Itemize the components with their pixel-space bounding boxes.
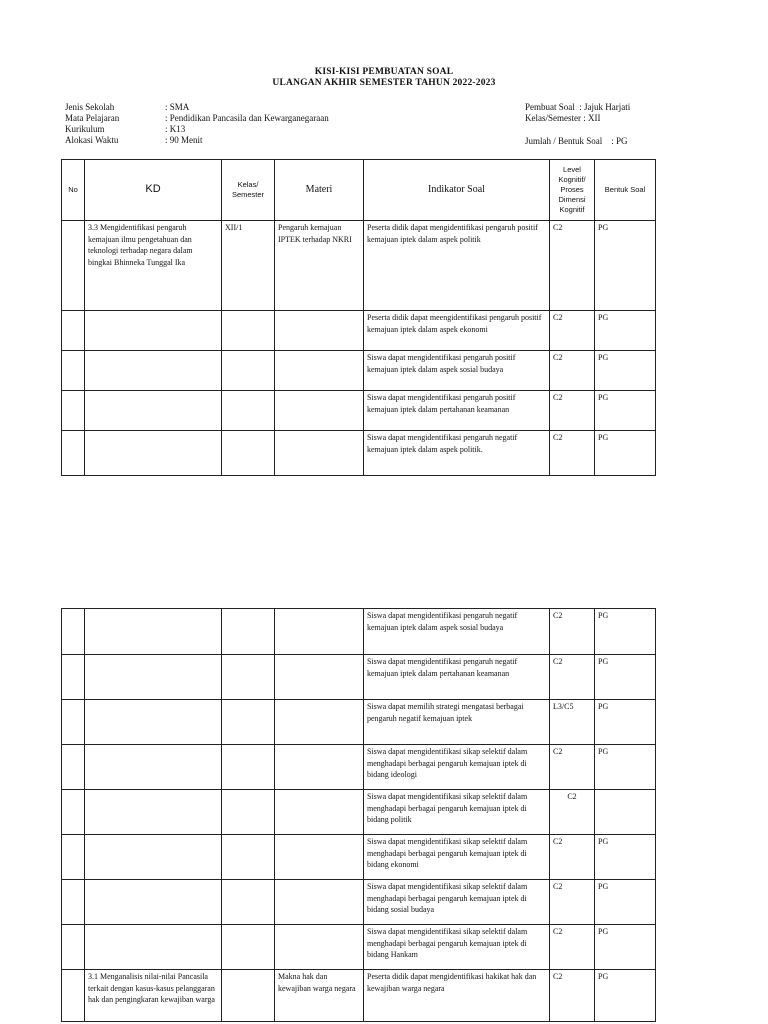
meta-left <box>65 102 329 146</box>
header-bentuk-soal: Bentuk Soal <box>595 160 656 221</box>
table-row <box>62 311 656 351</box>
header-indikator-soal: Indikator Soal <box>364 160 550 221</box>
header-materi: Materi <box>275 160 364 221</box>
table-row <box>62 221 656 311</box>
meta-jumlah-bentuk-soal: Jumlah / Bentuk Soal : PG <box>525 136 628 146</box>
cell-kd <box>85 351 222 391</box>
cell-level: C2 <box>550 391 595 431</box>
cell-kelas <box>222 391 275 431</box>
cell-bentuk: PG <box>595 745 656 790</box>
cell-kd <box>85 431 222 476</box>
cell-indikator: Siswa dapat mengidentifikasi sikap selektif dalam menghadapi berbagai pengaruh kemajuan iptek di bidang Hankam <box>364 925 550 970</box>
cell-indikator: Siswa dapat mengidentifikasi sikap selektif dalam menghadapi berbagai pengaruh kemajuan iptek di bidang sosial budaya <box>364 880 550 925</box>
cell-indikator: Siswa dapat mengidentifikasi sikap selektif dalam menghadapi berbagai pengaruh kemajuan iptek di bidang ekonomi <box>364 835 550 880</box>
cell-kelas <box>222 351 275 391</box>
cell-bentuk <box>595 790 656 835</box>
cell-materi <box>275 790 364 835</box>
cell-level: C2 <box>550 351 595 391</box>
cell-kd: 3.3 Mengidentifikasi pengaruh kemajuan ilmu pengetahuan dan teknologi terhadap negara dalam bingkai Bhinneka Tunggal Ika <box>85 221 222 311</box>
cell-materi <box>275 655 364 700</box>
cell-level: C2 <box>550 311 595 351</box>
cell-bentuk: PG <box>595 351 656 391</box>
cell-kd <box>85 700 222 745</box>
cell-kd <box>85 391 222 431</box>
cell-no <box>62 745 85 790</box>
table-row <box>62 970 656 1022</box>
cell-materi <box>275 391 364 431</box>
cell-materi <box>275 351 364 391</box>
meta-right <box>525 102 630 124</box>
cell-no <box>62 880 85 925</box>
cell-indikator: Siswa dapat mengidentifikasi sikap selektif dalam menghadapi berbagai pengaruh kemajuan iptek di bidang politik <box>364 790 550 835</box>
cell-indikator: Peserta didik dapat mengidentifikasi pengaruh positif kemajuan iptek dalam aspek politik <box>364 221 550 311</box>
cell-kelas <box>222 835 275 880</box>
cell-indikator: Siswa dapat mengidentifikasi pengaruh negatif kemajuan iptek dalam pertahanan keamanan <box>364 655 550 700</box>
cell-indikator: Siswa dapat mengidentifikasi sikap selektif dalam menghadapi berbagai pengaruh kemajuan iptek di bidang ideologi <box>364 745 550 790</box>
cell-kd <box>85 745 222 790</box>
cell-bentuk: PG <box>595 431 656 476</box>
cell-kd <box>85 925 222 970</box>
cell-indikator: Siswa dapat mengidentifikasi pengaruh negatif kemajuan iptek dalam aspek politik. <box>364 431 550 476</box>
cell-no <box>62 431 85 476</box>
header-kelas-semester: Kelas/ Semester <box>222 160 275 221</box>
cell-level: C2 <box>550 925 595 970</box>
header-level-kognitif: Level Kognitif/ Proses Dimensi Kognitif <box>550 160 595 221</box>
cell-no <box>62 609 85 655</box>
cell-level: C2 <box>550 880 595 925</box>
cell-materi <box>275 925 364 970</box>
cell-no <box>62 835 85 880</box>
cell-kd <box>85 835 222 880</box>
meta-mata-pelajaran: Mata Pelajaran : Pendidikan Pancasila dan Kewarganegaraan <box>65 113 329 123</box>
cell-no <box>62 311 85 351</box>
cell-no <box>62 221 85 311</box>
cell-kelas <box>222 700 275 745</box>
cell-level: C2 <box>550 609 595 655</box>
cell-level: L3/C5 <box>550 700 595 745</box>
cell-kd <box>85 609 222 655</box>
cell-bentuk: PG <box>595 925 656 970</box>
cell-indikator: Siswa dapat mengidentifikasi pengaruh negatif kemajuan iptek dalam aspek sosial budaya <box>364 609 550 655</box>
cell-materi <box>275 700 364 745</box>
kisi-kisi-table-page2 <box>61 608 656 1022</box>
meta-kelas-semester: Kelas/Semester : XII <box>525 113 601 123</box>
cell-bentuk: PG <box>595 655 656 700</box>
cell-level: C2 <box>550 970 595 1022</box>
cell-level: C2 <box>550 745 595 790</box>
cell-bentuk: PG <box>595 880 656 925</box>
cell-materi <box>275 880 364 925</box>
cell-kelas <box>222 745 275 790</box>
cell-materi <box>275 431 364 476</box>
table-row <box>62 700 656 745</box>
cell-kd <box>85 880 222 925</box>
meta-alokasi-waktu: Alokasi Waktu : 90 Menit <box>65 135 203 145</box>
cell-indikator: Peserta didik dapat mengidentifikasi hakikat hak dan kewajiban warga negara <box>364 970 550 1022</box>
cell-kd <box>85 790 222 835</box>
cell-materi <box>275 311 364 351</box>
cell-materi: Pengaruh kemajuan IPTEK terhadap NKRI <box>275 221 364 311</box>
cell-indikator: Siswa dapat mengidentifikasi pengaruh positif kemajuan iptek dalam pertahanan keamanan <box>364 391 550 431</box>
cell-kd <box>85 655 222 700</box>
table-row <box>62 880 656 925</box>
cell-kelas: XII/1 <box>222 221 275 311</box>
table-row <box>62 391 656 431</box>
table-row <box>62 925 656 970</box>
cell-level: C2 <box>550 655 595 700</box>
cell-kd: 3.1 Menganalisis nilai-nilai Pancasila terkait dengan kasus-kasus pelanggaran hak dan pengingkaran kewajiban warga <box>85 970 222 1022</box>
document-title: KISI-KISI PEMBUATAN SOAL <box>314 67 454 77</box>
meta-pembuat-soal: Pembuat Soal : Jajuk Harjati <box>525 102 631 112</box>
cell-bentuk: PG <box>595 391 656 431</box>
header-no: No <box>62 160 85 221</box>
cell-bentuk: PG <box>595 700 656 745</box>
cell-no <box>62 391 85 431</box>
cell-indikator: Peserta didik dapat meengidentifikasi pengaruh positif kemajuan iptek dalam aspek ekonomi <box>364 311 550 351</box>
meta-jenis-sekolah: Jenis Sekolah : SMA <box>65 102 190 112</box>
cell-kelas <box>222 431 275 476</box>
cell-kelas <box>222 790 275 835</box>
cell-materi <box>275 745 364 790</box>
cell-no <box>62 700 85 745</box>
cell-kelas <box>222 880 275 925</box>
cell-level: C2 <box>550 790 595 835</box>
table-row <box>62 431 656 476</box>
table-row <box>62 655 656 700</box>
cell-no <box>62 351 85 391</box>
cell-level: C2 <box>550 431 595 476</box>
cell-indikator: Siswa dapat mengidentifikasi pengaruh positif kemajuan iptek dalam aspek sosial budaya <box>364 351 550 391</box>
cell-kelas <box>222 655 275 700</box>
cell-level: C2 <box>550 835 595 880</box>
cell-bentuk: PG <box>595 311 656 351</box>
cell-no <box>62 655 85 700</box>
cell-materi: Makna hak dan kewajiban warga negara <box>275 970 364 1022</box>
cell-bentuk: PG <box>595 609 656 655</box>
table-row <box>62 790 656 835</box>
cell-kelas <box>222 970 275 1022</box>
meta-kurikulum: Kurikulum : K13 <box>65 124 186 134</box>
kisi-kisi-table-page1 <box>61 159 656 476</box>
table-row <box>62 609 656 655</box>
cell-bentuk: PG <box>595 970 656 1022</box>
cell-kd <box>85 311 222 351</box>
table-row <box>62 745 656 790</box>
document-subtitle: ULANGAN AKHIR SEMESTER TAHUN 2022-2023 <box>272 78 496 88</box>
cell-no <box>62 925 85 970</box>
cell-level: C2 <box>550 221 595 311</box>
cell-kelas <box>222 925 275 970</box>
cell-materi <box>275 835 364 880</box>
table-header-row <box>62 160 656 221</box>
cell-indikator: Siswa dapat memilih strategi mengatasi berbagai pengaruh negatif kemajuan iptek <box>364 700 550 745</box>
cell-kelas <box>222 609 275 655</box>
header-kd: KD <box>85 160 222 221</box>
cell-no <box>62 970 85 1022</box>
cell-materi <box>275 609 364 655</box>
cell-bentuk: PG <box>595 221 656 311</box>
table-row <box>62 835 656 880</box>
table-row <box>62 351 656 391</box>
cell-no <box>62 790 85 835</box>
cell-bentuk: PG <box>595 835 656 880</box>
cell-kelas <box>222 311 275 351</box>
